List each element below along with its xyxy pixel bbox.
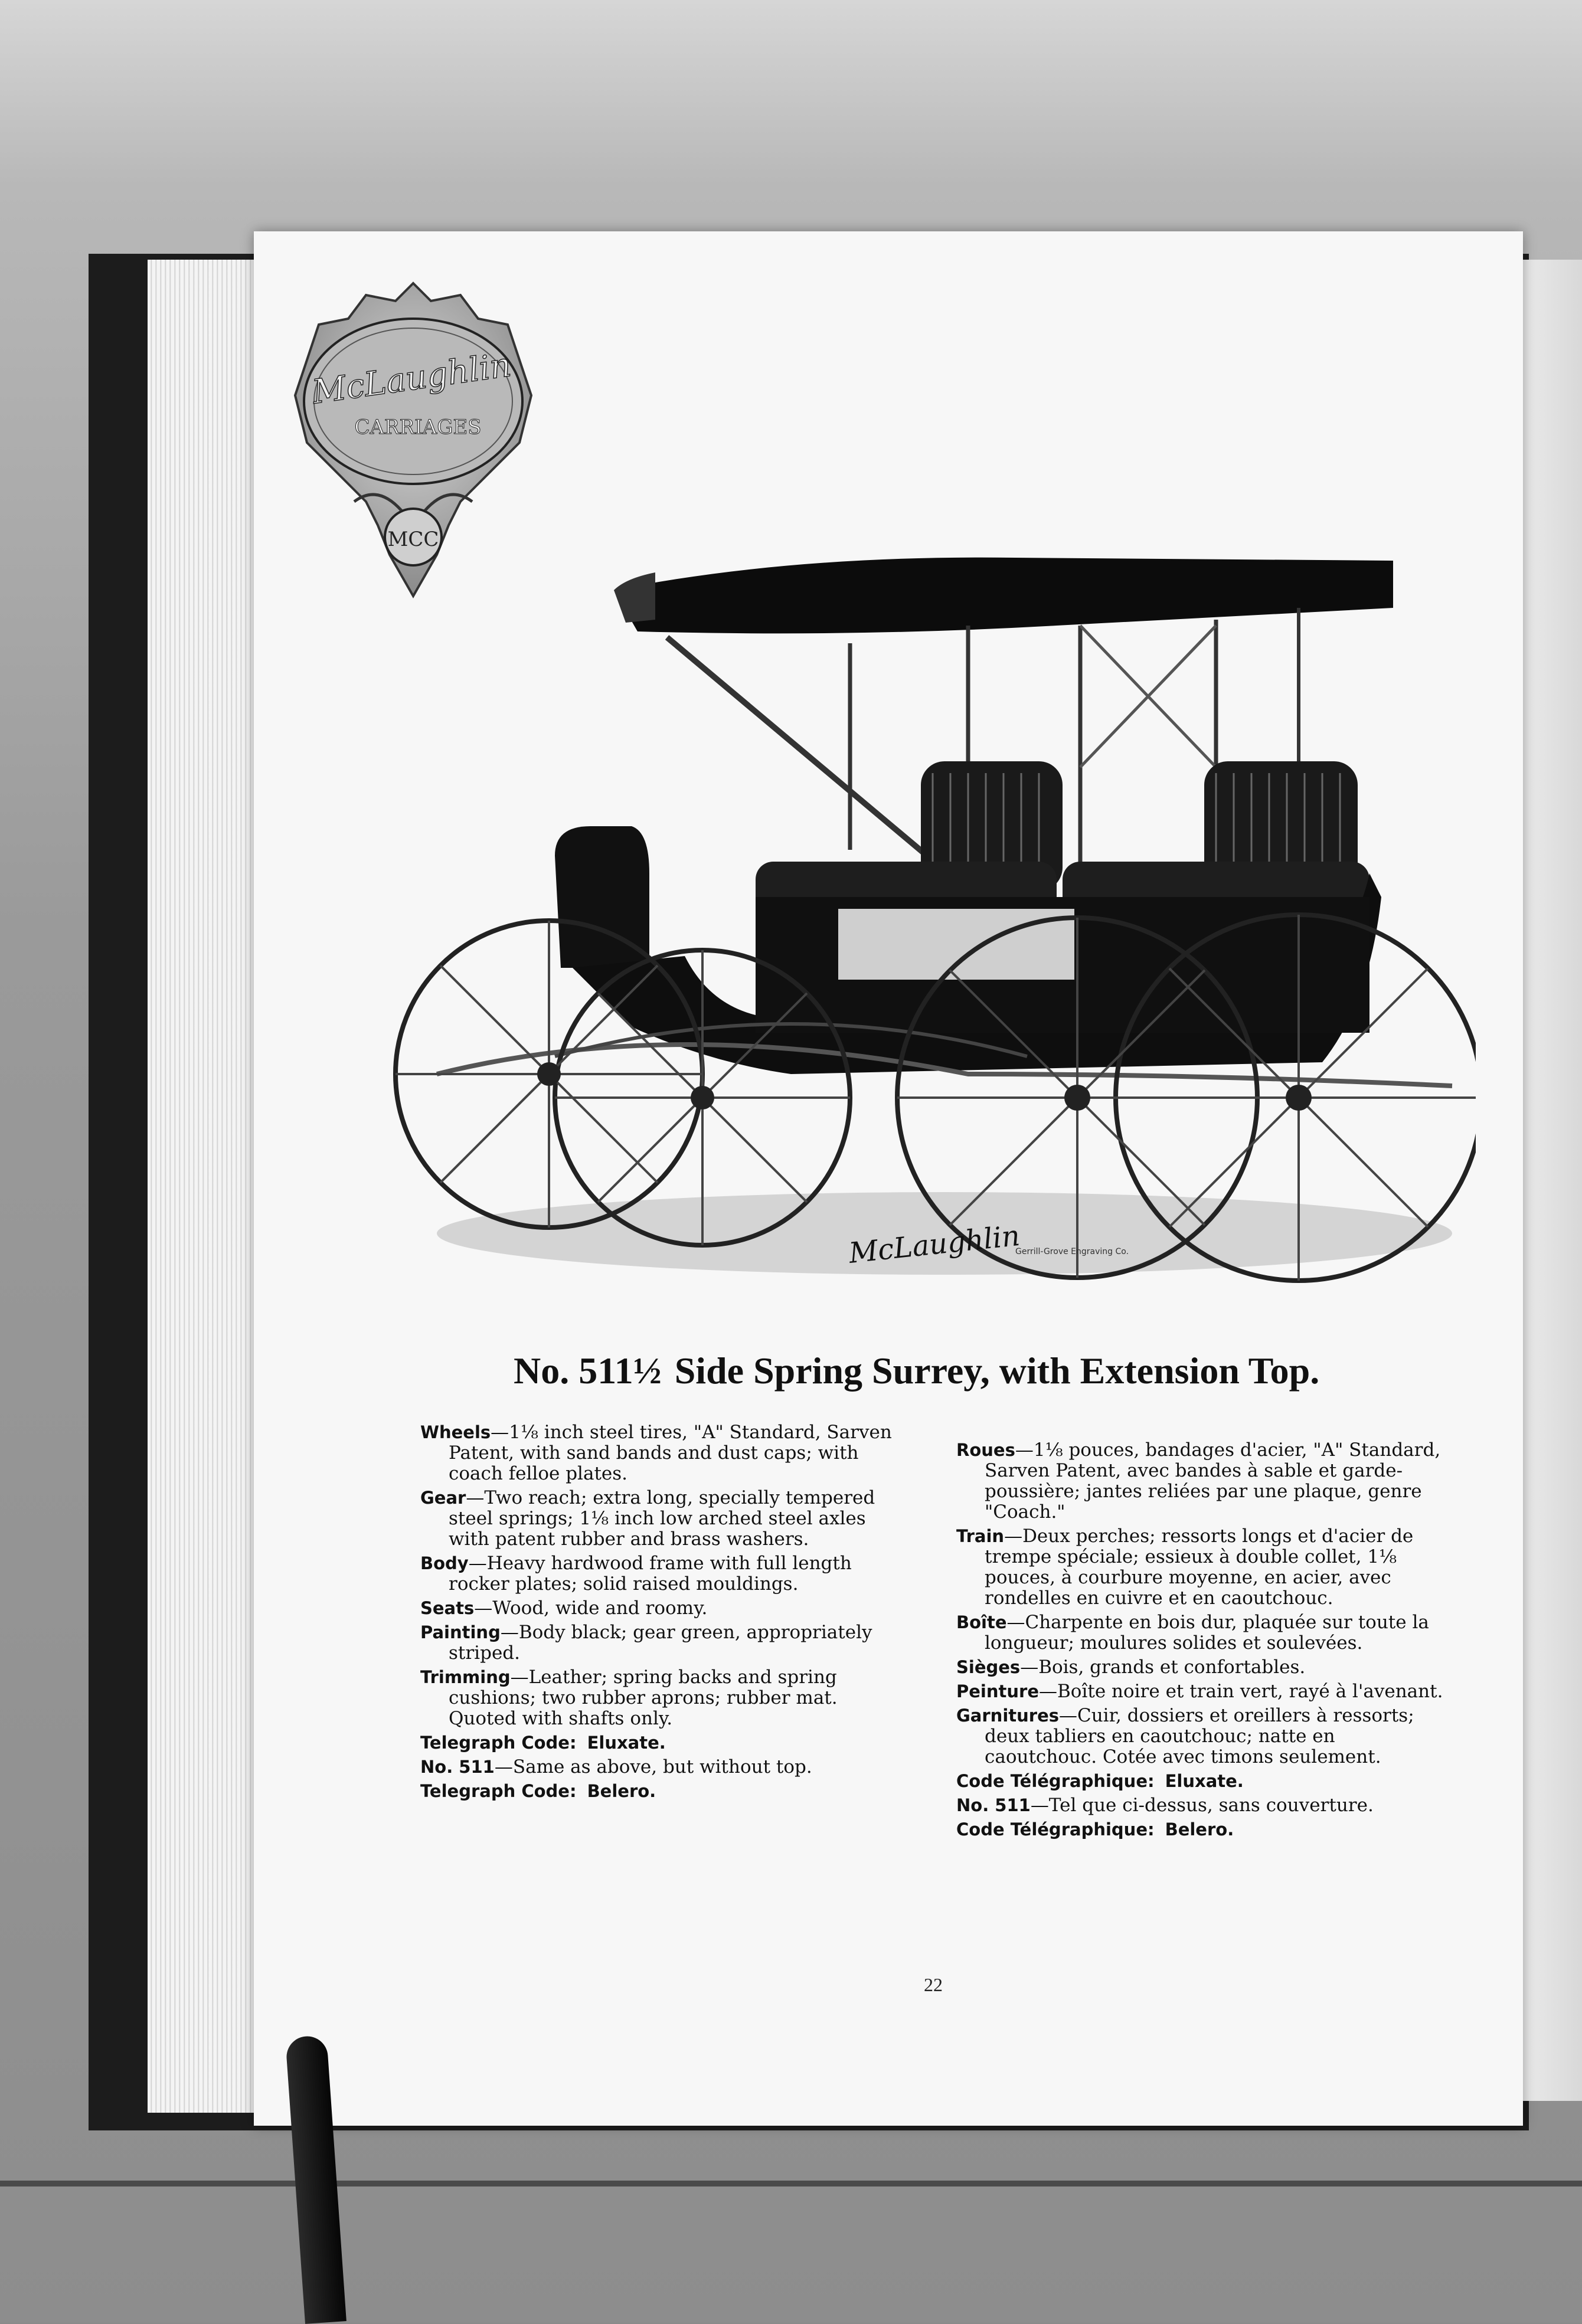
table-edge: [0, 2181, 1582, 2186]
french-specifications: [956, 1440, 1446, 1844]
spec-peinture: Peinture—Boîte noire et train vert, rayé à l'avenant.: [956, 1681, 1443, 1702]
spec-boite: Boîte—Charpente en bois dur, plaquée sur toute la longueur; moulures solides et soulevées.: [956, 1612, 1429, 1654]
telegraph-code-1: Telegraph Code: Eluxate.: [420, 1733, 666, 1753]
spec-sieges: Sièges—Bois, grands et confortables.: [956, 1657, 1306, 1678]
logo-line2: CARRIAGES: [354, 415, 482, 439]
variant-511: No. 511—Same as above, but without top.: [420, 1756, 812, 1778]
page-edges: [148, 260, 266, 2113]
spec-trimming: Trimming—Leather; spring backs and spring cushions; two rubber aprons; rubber mat. Quoted with shafts only.: [420, 1667, 838, 1729]
spec-seats: Seats—Wood, wide and roomy.: [420, 1598, 708, 1619]
logo-monogram: MCC: [387, 528, 439, 551]
spec-gear: Gear—Two reach; extra long, specially tempered steel springs; 1⅛ inch low arched steel axles with patent rubber and brass washers.: [420, 1487, 875, 1550]
variante-511: No. 511—Tel que ci-dessus, sans couverture.: [956, 1795, 1374, 1816]
model-number: No. 511½: [514, 1350, 662, 1392]
model-name: Side Spring Surrey, with Extension Top.: [674, 1350, 1320, 1392]
code-telegraphique-1: Code Télégraphique: Eluxate.: [956, 1771, 1244, 1791]
spec-train: Train—Deux perches; ressorts longs et d'acier de trempe spéciale; essieux à double collet, 1⅛ pouces, à courbure moyenne, en acier, avec rondelles en cuivre et en caoutchouc.: [956, 1526, 1414, 1609]
engraver-credit: Gerrill-Grove Engraving Co.: [1015, 1247, 1129, 1256]
surrey-carriage-illustration: [378, 543, 1476, 1310]
logo-line1: McLaughlin: [309, 345, 514, 412]
page-title: [514, 1328, 1399, 1393]
spec-body: Body—Heavy hardwood frame with full length rocker plates; solid raised mouldings.: [420, 1553, 852, 1595]
spec-wheels: Wheels—1⅛ inch steel tires, "A" Standard, Sarven Patent, with sand bands and dust caps; with coach felloe plates.: [420, 1422, 892, 1484]
english-specifications: [420, 1422, 898, 1805]
spec-garnitures: Garnitures—Cuir, dossiers et oreillers à ressorts; deux tabliers en caoutchouc; natte en caoutchouc. Cotée avec timons seulement.: [956, 1705, 1414, 1767]
page-number: 22: [924, 1974, 943, 1995]
spec-roues: Roues—1⅛ pouces, bandages d'acier, "A" Standard, Sarven Patent, avec bandes à sable et garde-poussière; jantes reliées par une plaque, genre "Coach.": [956, 1439, 1441, 1523]
telegraph-code-2: Telegraph Code: Belero.: [420, 1781, 656, 1801]
code-telegraphique-2: Code Télégraphique: Belero.: [956, 1819, 1234, 1839]
spec-painting: Painting—Body black; gear green, appropriately striped.: [420, 1622, 872, 1664]
illustration-signature: McLaughlin: [847, 1219, 1022, 1270]
